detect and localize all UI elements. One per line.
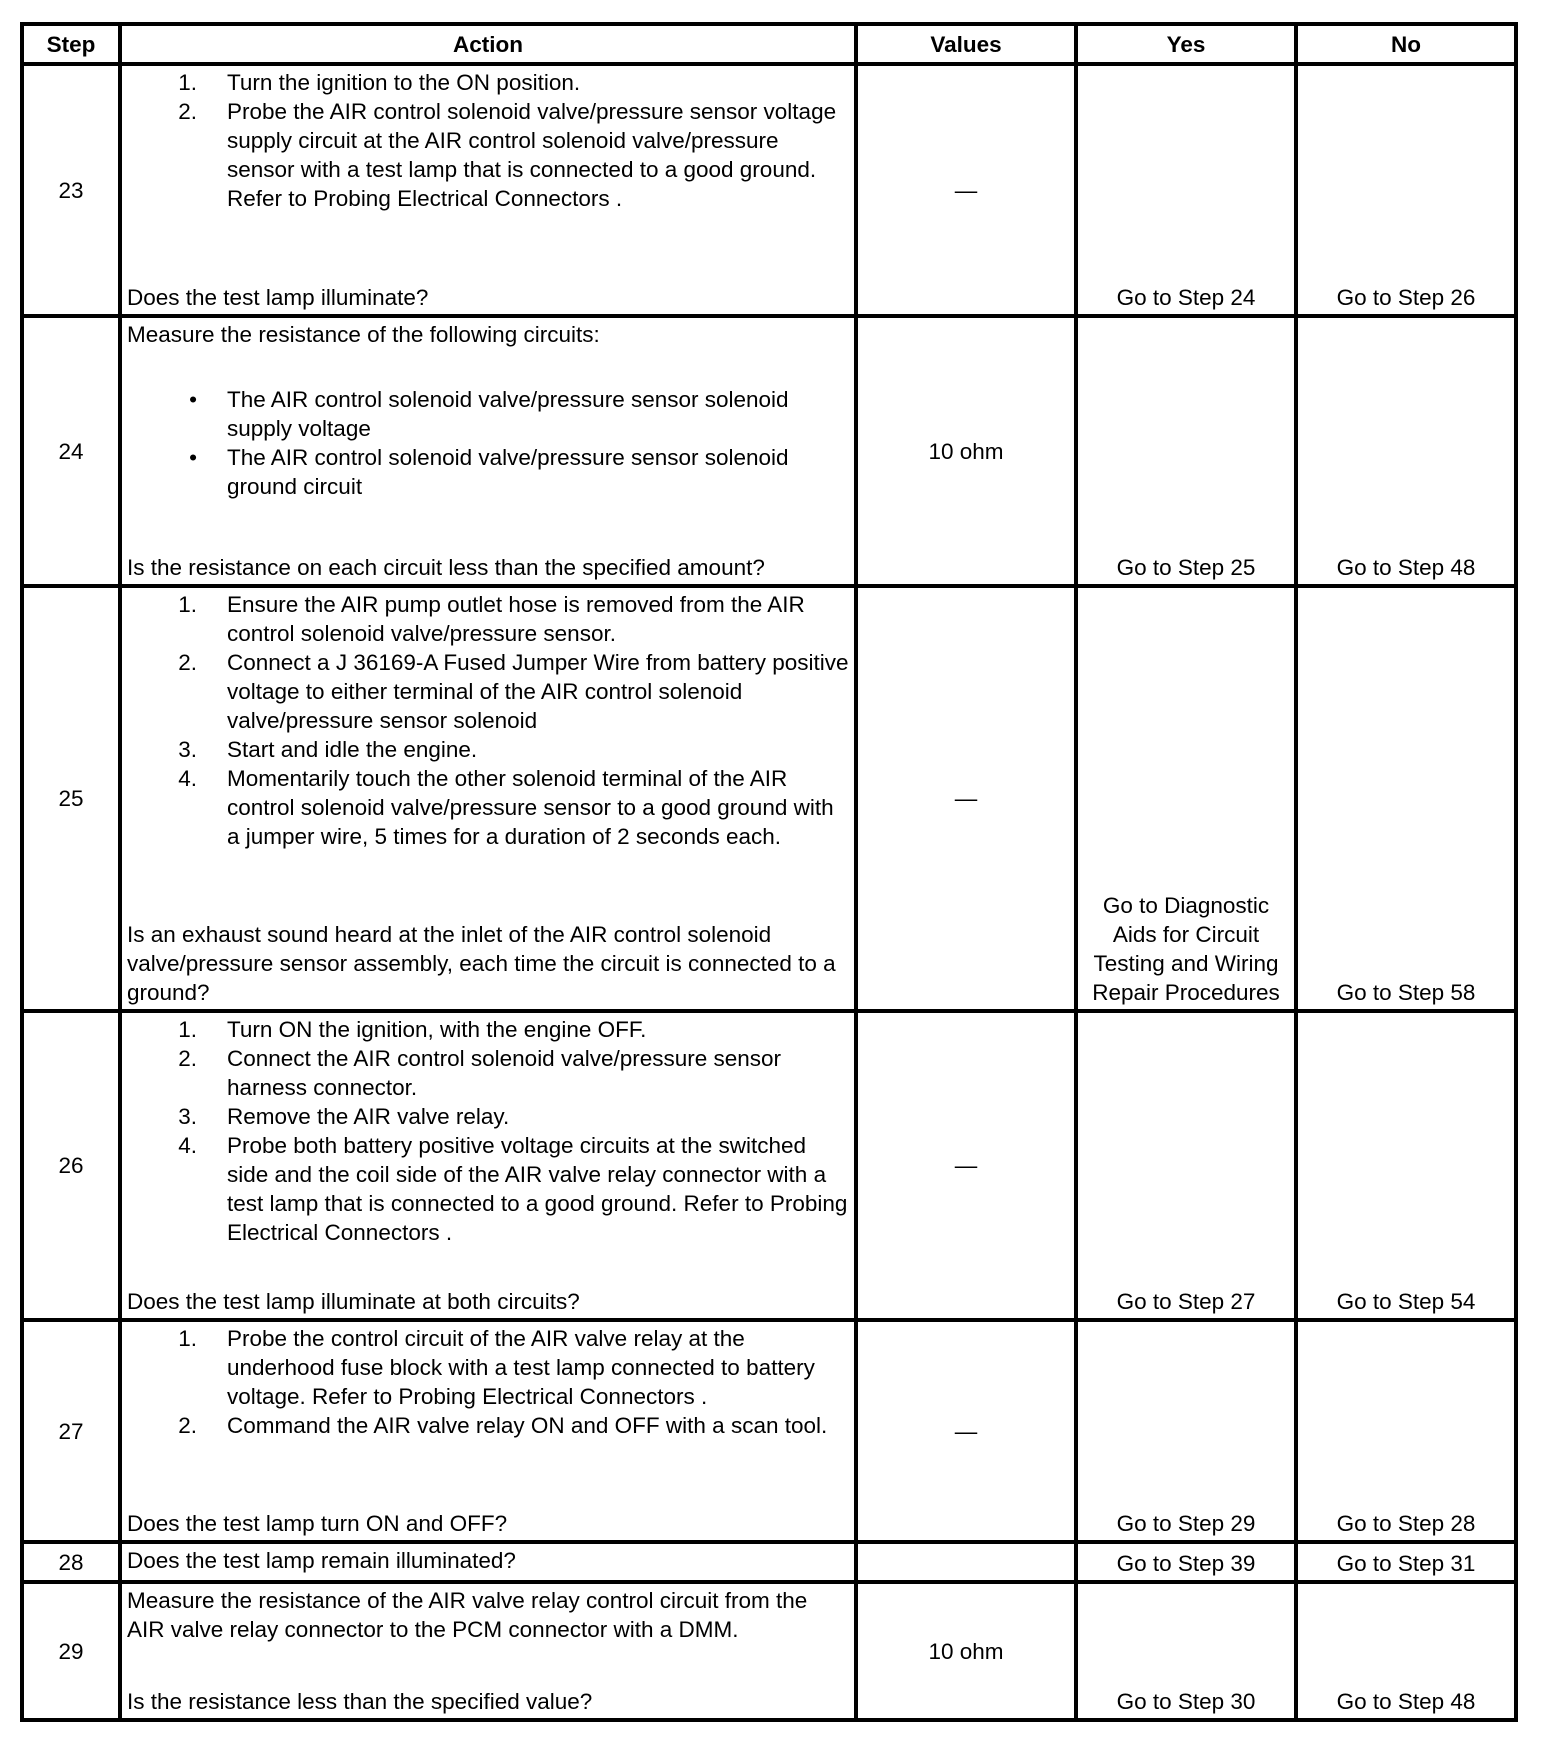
action-intro: Measure the resistance of the AIR valve relay control circuit from the AIR valve relay connector to the PCM connector with a DMM. (127, 1588, 808, 1642)
list-text: Turn ON the ignition, with the engine OFF. (227, 1017, 647, 1042)
action-list-item (127, 443, 849, 501)
action-cell (120, 1582, 856, 1720)
action-list (127, 385, 849, 501)
value-cell: — (856, 64, 1076, 316)
list-marker: 2. (178, 1046, 197, 1071)
action-cell (120, 1011, 856, 1320)
list-marker: • (189, 387, 197, 412)
step-number: 27 (22, 1320, 120, 1542)
list-text: Probe the control circuit of the AIR valve relay at the underhood fuse block with a test lamp connected to battery voltage. Refer to Probing Electrical Connectors . (227, 1326, 815, 1409)
list-text: Turn the ignition to the ON position. (227, 70, 581, 95)
yes-link[interactable]: Go to Step 39 (1076, 1542, 1296, 1582)
action-list-item (127, 68, 849, 97)
header-yes: Yes (1076, 24, 1296, 64)
action-question: Is the resistance less than the specified value? (127, 1689, 593, 1714)
header-action: Action (120, 24, 856, 64)
list-marker: 1. (178, 1326, 197, 1351)
value-cell: 10 ohm (856, 1582, 1076, 1720)
list-marker: 4. (178, 766, 197, 791)
no-link[interactable]: Go to Step 28 (1296, 1320, 1516, 1542)
action-question: Does the test lamp turn ON and OFF? (127, 1511, 508, 1536)
list-text: The AIR control solenoid valve/pressure sensor solenoid supply voltage (227, 387, 789, 441)
step-number: 26 (22, 1011, 120, 1320)
no-link[interactable]: Go to Step 58 (1296, 586, 1516, 1011)
list-text: Probe both battery positive voltage circuits at the switched side and the coil side of the AIR valve relay connector with a test lamp that is connected to a good ground. Refer to Probing Electrical Connectors . (227, 1133, 848, 1245)
list-text: Ensure the AIR pump outlet hose is removed from the AIR control solenoid valve/pressure sensor. (227, 592, 805, 646)
action-cell (120, 1542, 856, 1582)
action-cell (120, 1320, 856, 1542)
no-link[interactable]: Go to Step 26 (1296, 64, 1516, 316)
action-list-item (127, 97, 849, 213)
action-intro: Measure the resistance of the following circuits: (127, 322, 600, 347)
action-list-item (127, 1324, 849, 1411)
list-text: Momentarily touch the other solenoid terminal of the AIR control solenoid valve/pressure sensor to a good ground with a jumper wire, 5 times for a duration of 2 seconds each. (227, 766, 834, 849)
action-list (127, 1324, 849, 1440)
header-step: Step (22, 24, 120, 64)
no-link[interactable]: Go to Step 48 (1296, 1582, 1516, 1720)
action-list-item (127, 1131, 849, 1247)
list-marker: 1. (178, 70, 197, 95)
table-row (22, 64, 1516, 316)
action-question: Is an exhaust sound heard at the inlet of the AIR control solenoid valve/pressure sensor assembly, each time the circuit is connected to a ground? (127, 922, 836, 1005)
action-list-item (127, 590, 849, 648)
action-cell (120, 316, 856, 586)
list-marker: 2. (178, 650, 197, 675)
step-number: 29 (22, 1582, 120, 1720)
action-question: Does the test lamp illuminate? (127, 285, 429, 310)
table-row (22, 1582, 1516, 1720)
step-number: 24 (22, 316, 120, 586)
action-list (127, 68, 849, 213)
table-row (22, 586, 1516, 1011)
list-marker: 3. (178, 737, 197, 762)
action-question: Does the test lamp illuminate at both circuits? (127, 1289, 580, 1314)
action-list-item (127, 1411, 849, 1440)
header-values: Values (856, 24, 1076, 64)
list-marker: 3. (178, 1104, 197, 1129)
diagnostic-table (20, 22, 1518, 1722)
yes-link[interactable]: Go to Diagnostic Aids for Circuit Testing and Wiring Repair Procedures (1076, 586, 1296, 1011)
action-question: Does the test lamp remain illuminated? (127, 1548, 516, 1573)
action-list (127, 1015, 849, 1247)
list-text: Start and idle the engine. (227, 737, 478, 762)
list-text: Probe the AIR control solenoid valve/pressure sensor voltage supply circuit at the AIR control solenoid valve/pressure sensor with a test lamp that is connected to a good ground. Refer to Probing Electrical Connectors . (227, 99, 837, 211)
list-text: Remove the AIR valve relay. (227, 1104, 510, 1129)
action-question: Is the resistance on each circuit less than the specified amount? (127, 555, 765, 580)
list-text: Connect the AIR control solenoid valve/pressure sensor harness connector. (227, 1046, 782, 1100)
action-cell (120, 586, 856, 1011)
list-marker: 1. (178, 592, 197, 617)
yes-link[interactable]: Go to Step 25 (1076, 316, 1296, 586)
list-text: Connect a J 36169-A Fused Jumper Wire from battery positive voltage to either terminal of the AIR control solenoid valve/pressure sensor solenoid (227, 650, 849, 733)
action-list-item (127, 764, 849, 851)
value-cell: — (856, 1320, 1076, 1542)
no-link[interactable]: Go to Step 48 (1296, 316, 1516, 586)
table-row (22, 1542, 1516, 1582)
no-link[interactable]: Go to Step 31 (1296, 1542, 1516, 1582)
no-link[interactable]: Go to Step 54 (1296, 1011, 1516, 1320)
action-list-item (127, 648, 849, 735)
header-no: No (1296, 24, 1516, 64)
header-row (22, 24, 1516, 64)
table-row (22, 316, 1516, 586)
table-row (22, 1011, 1516, 1320)
list-marker: 2. (178, 1413, 197, 1438)
list-marker: 4. (178, 1133, 197, 1158)
action-list (127, 590, 849, 851)
step-number: 28 (22, 1542, 120, 1582)
value-cell: — (856, 586, 1076, 1011)
yes-link[interactable]: Go to Step 27 (1076, 1011, 1296, 1320)
yes-link[interactable]: Go to Step 29 (1076, 1320, 1296, 1542)
step-number: 25 (22, 586, 120, 1011)
action-list-item (127, 1015, 849, 1044)
value-cell (856, 1542, 1076, 1582)
yes-link[interactable]: Go to Step 30 (1076, 1582, 1296, 1720)
list-text: The AIR control solenoid valve/pressure sensor solenoid ground circuit (227, 445, 789, 499)
step-number: 23 (22, 64, 120, 316)
action-list-item (127, 385, 849, 443)
action-list-item (127, 1102, 849, 1131)
value-cell: 10 ohm (856, 316, 1076, 586)
value-cell: — (856, 1011, 1076, 1320)
list-marker: 2. (178, 99, 197, 124)
action-list-item (127, 735, 849, 764)
list-marker: 1. (178, 1017, 197, 1042)
yes-link[interactable]: Go to Step 24 (1076, 64, 1296, 316)
action-list-item (127, 1044, 849, 1102)
action-cell (120, 64, 856, 316)
table-row (22, 1320, 1516, 1542)
list-marker: • (189, 445, 197, 470)
list-text: Command the AIR valve relay ON and OFF with a scan tool. (227, 1413, 828, 1438)
